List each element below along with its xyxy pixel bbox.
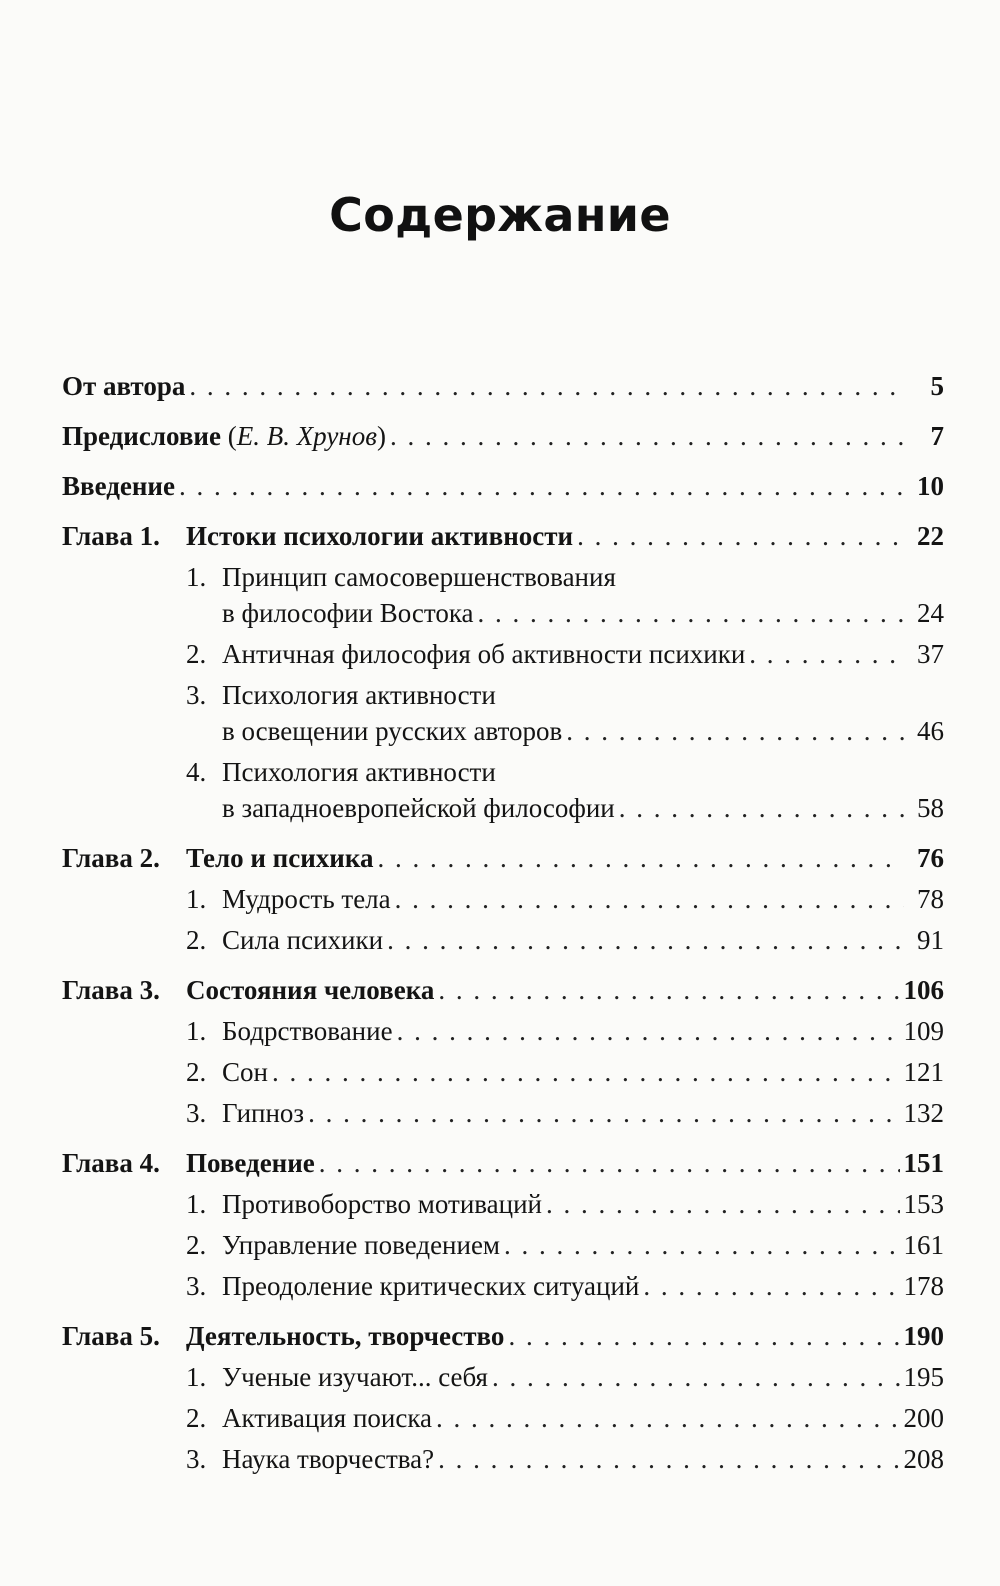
section-page: 109: [903, 1016, 944, 1046]
toc-section: [62, 1227, 944, 1263]
dot-leader: [508, 1318, 899, 1354]
section-page: 208: [903, 1444, 944, 1474]
dot-leader: [179, 468, 904, 504]
section-page: 37: [917, 639, 944, 669]
dot-leader: [438, 972, 899, 1008]
chapter-heading: [62, 1145, 315, 1181]
section-title: Активация поиска: [222, 1403, 433, 1433]
toc-section: [62, 677, 944, 749]
dot-leader: [749, 636, 904, 672]
toc-entry-label: От автора: [62, 371, 186, 401]
section-number: 1.: [186, 1189, 207, 1219]
section-title-line1: Психология активности: [222, 680, 496, 710]
dot-leader: [619, 790, 904, 826]
dot-leader: [387, 922, 904, 958]
section-title: Противоборство мотиваций: [222, 1189, 542, 1219]
table-of-contents: [62, 368, 944, 1477]
section-number: 2.: [186, 925, 207, 955]
toc-entry-page: 5: [930, 371, 944, 401]
dot-leader: [478, 595, 904, 631]
chapter-title: Истоки психологии активности: [186, 521, 574, 551]
section-page: 121: [903, 1057, 944, 1087]
section-page: 153: [903, 1189, 944, 1219]
section-page: 195: [903, 1362, 944, 1392]
toc-entry-preface: [62, 418, 944, 454]
chapter-heading: [62, 972, 434, 1008]
section-page: 24: [917, 598, 944, 628]
dot-leader: [272, 1054, 900, 1090]
dot-leader: [319, 1145, 900, 1181]
toc-entry-page: 7: [930, 421, 944, 451]
section-title: Управление поведением: [222, 1230, 501, 1260]
section-page: 91: [917, 925, 944, 955]
toc-chapter: [62, 1318, 944, 1354]
section-number: 1.: [186, 884, 207, 914]
chapter-label: Глава 2.: [62, 843, 160, 873]
section-title: Преодоление критических ситуаций: [222, 1271, 640, 1301]
section-number: 2.: [186, 1403, 207, 1433]
toc-entry-introduction: [62, 468, 944, 504]
section-title: Гипноз: [222, 1098, 305, 1128]
chapter-label: Глава 5.: [62, 1321, 160, 1351]
section-page: 200: [903, 1403, 944, 1433]
chapter-heading: [62, 840, 373, 876]
toc-chapter: [62, 518, 944, 554]
section-title: Античная философия об активности психики: [222, 639, 746, 669]
chapter-title: Тело и психика: [186, 843, 374, 873]
section-title: Сон: [222, 1057, 268, 1087]
dot-leader: [504, 1227, 899, 1263]
section-number: 3.: [186, 680, 207, 710]
chapter-page: 151: [903, 1148, 944, 1178]
dot-leader: [308, 1095, 899, 1131]
toc-entry-from-author: [62, 368, 944, 404]
section-number: 2.: [186, 1057, 207, 1087]
section-page: 161: [903, 1230, 944, 1260]
dot-leader: [566, 713, 904, 749]
chapter-label: Глава 3.: [62, 975, 160, 1005]
section-number: 3.: [186, 1098, 207, 1128]
chapter-page: 106: [903, 975, 944, 1005]
section-title: Сила психики: [222, 925, 384, 955]
toc-section: [62, 1095, 944, 1131]
section-title: Бодрствование: [222, 1016, 393, 1046]
section-number: 3.: [186, 1444, 207, 1474]
toc-section: [62, 559, 944, 631]
section-title-line2: в освещении русских авторов: [222, 716, 563, 746]
toc-section: [62, 754, 944, 826]
chapter-label: Глава 1.: [62, 521, 160, 551]
preface-label: Предисловие: [62, 421, 221, 451]
toc-section: [62, 1400, 944, 1436]
dot-leader: [395, 881, 904, 917]
toc-entry-label: Введение: [62, 471, 175, 501]
section-page: 46: [917, 716, 944, 746]
section-title: Мудрость тела: [222, 884, 391, 914]
toc-section: [62, 881, 944, 917]
chapter-label: Глава 4.: [62, 1148, 160, 1178]
toc-chapter: [62, 840, 944, 876]
section-number: 3.: [186, 1271, 207, 1301]
chapter-title: Состояния человека: [186, 975, 435, 1005]
section-title: Ученые изучают... себя: [222, 1362, 488, 1392]
chapter-page: 190: [903, 1321, 944, 1351]
section-page: 132: [903, 1098, 944, 1128]
dot-leader: [377, 840, 904, 876]
section-number: 4.: [186, 757, 207, 787]
section-number: 2.: [186, 639, 207, 669]
section-title-line1: Принцип самосовершенствования: [222, 562, 616, 592]
dot-leader: [436, 1400, 899, 1436]
section-number: 1.: [186, 1362, 207, 1392]
toc-section: [62, 1186, 944, 1222]
dot-leader: [577, 518, 904, 554]
page-title: Содержание: [329, 188, 671, 242]
toc-section: [62, 1268, 944, 1304]
chapter-page: 76: [917, 843, 944, 873]
dot-leader: [390, 418, 904, 454]
toc-entry-page: 10: [917, 471, 944, 501]
toc-chapter: [62, 1145, 944, 1181]
section-title: Наука творчества?: [222, 1444, 435, 1474]
toc-section: [62, 1013, 944, 1049]
section-title-line2: в философии Востока: [222, 598, 474, 628]
toc-section: [62, 1054, 944, 1090]
dot-leader: [189, 368, 904, 404]
toc-chapter: [62, 972, 944, 1008]
dot-leader: [546, 1186, 900, 1222]
section-title-line2: в западноевропейской философии: [222, 793, 615, 823]
chapter-page: 22: [917, 521, 944, 551]
section-page: 178: [903, 1271, 944, 1301]
dot-leader: [397, 1013, 900, 1049]
section-number: 2.: [186, 1230, 207, 1260]
dot-leader: [438, 1441, 899, 1477]
section-page: 58: [917, 793, 944, 823]
preface-author: Е. В. Хрунов: [236, 421, 377, 451]
chapter-title: Деятельность, творчество: [186, 1321, 505, 1351]
toc-entry-label: Предисловие (Е. В. Хрунов): [62, 421, 386, 451]
chapter-heading: [62, 1318, 504, 1354]
toc-section: [62, 1441, 944, 1477]
toc-section: [62, 1359, 944, 1395]
dot-leader: [643, 1268, 899, 1304]
toc-section: [62, 922, 944, 958]
section-title-line1: Психология активности: [222, 757, 496, 787]
chapter-heading: [62, 518, 573, 554]
section-number: 1.: [186, 1016, 207, 1046]
section-page: 78: [917, 884, 944, 914]
chapter-title: Поведение: [186, 1148, 315, 1178]
dot-leader: [492, 1359, 900, 1395]
toc-section: [62, 636, 944, 672]
section-number: 1.: [186, 562, 207, 592]
